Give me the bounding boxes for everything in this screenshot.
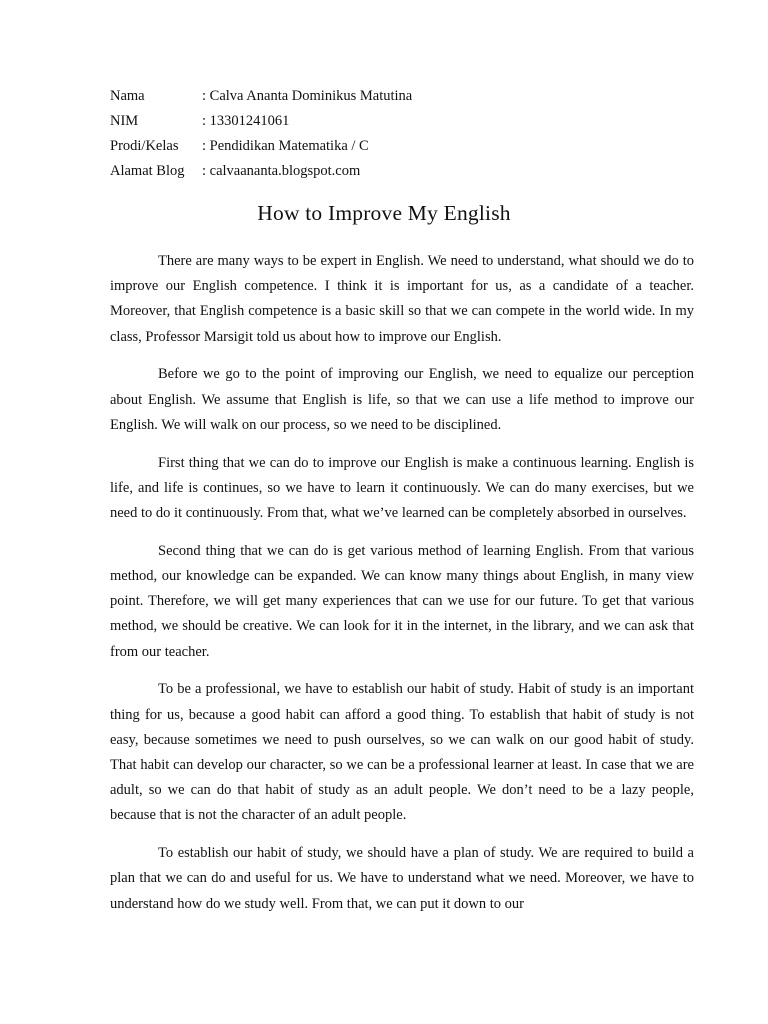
info-row-alamat-blog — [110, 159, 412, 184]
info-label: Alamat Blog — [110, 163, 185, 179]
info-value: : calvaananta.blogspot.com — [202, 163, 361, 179]
info-label: Nama — [110, 88, 145, 104]
paragraph: First thing that we can do to improve our English is make a continuous learning. English is life, and life is continues, so we have to learn it continuously. We can do many exercises, but we need to do it continuously. From that, what we’ve learned can be completely absorbed in ourselves. — [110, 454, 694, 522]
info-row-nama — [110, 84, 412, 109]
info-label: Prodi/Kelas — [110, 138, 179, 154]
info-value: : Calva Ananta Dominikus Matutina — [202, 88, 413, 104]
paragraph: There are many ways to be expert in English. We need to understand, what should we do to improve our English competence. I think it is important for us, as a candidate of a teacher. Moreover, that English competence is a basic skill so that we can compete in the world wide. In my class, Professor Marsigit told us about how to improve our English. — [110, 253, 694, 345]
info-row-prodi-kelas — [110, 134, 412, 159]
document-body — [110, 249, 694, 917]
student-info-block — [110, 84, 412, 184]
document-title: How to Improve My English — [257, 201, 511, 225]
info-value: : Pendidikan Matematika / C — [202, 138, 369, 154]
paragraph: To be a professional, we have to establish our habit of study. Habit of study is an important thing for us, because a good habit can afford a good thing. To establish that habit of study is not easy, because sometimes we need to push ourselves, so we can walk on our good habit of study. That habit can develop our character, so we can be a professional learner at least. In case that we are adult, so we can do that habit of study as an adult people. We don’t need to be a lazy people, because that is not the character of an adult people. — [110, 681, 694, 824]
info-value: : 13301241061 — [202, 113, 290, 129]
info-label: NIM — [110, 113, 139, 129]
info-row-nim — [110, 109, 412, 134]
paragraph: Before we go to the point of improving our English, we need to equalize our perception about English. We assume that English is life, so that we can use a life method to improve our English. We will walk on our process, so we need to be disciplined. — [110, 366, 694, 433]
paragraph: Second thing that we can do is get various method of learning English. From that various method, our knowledge can be expanded. We can know many things about English, in many view point. Therefore, we will get many experiences that can we use for our future. To get that various method, we should be creative. We can look for it in the internet, in the library, and we can ask that from our teacher. — [110, 542, 694, 660]
paragraph: To establish our habit of study, we should have a plan of study. We are required to build a plan that we can do and useful for us. We have to understand what we need. Moreover, we have to understand how do we study well. From that, we can put it down to our — [110, 845, 694, 912]
